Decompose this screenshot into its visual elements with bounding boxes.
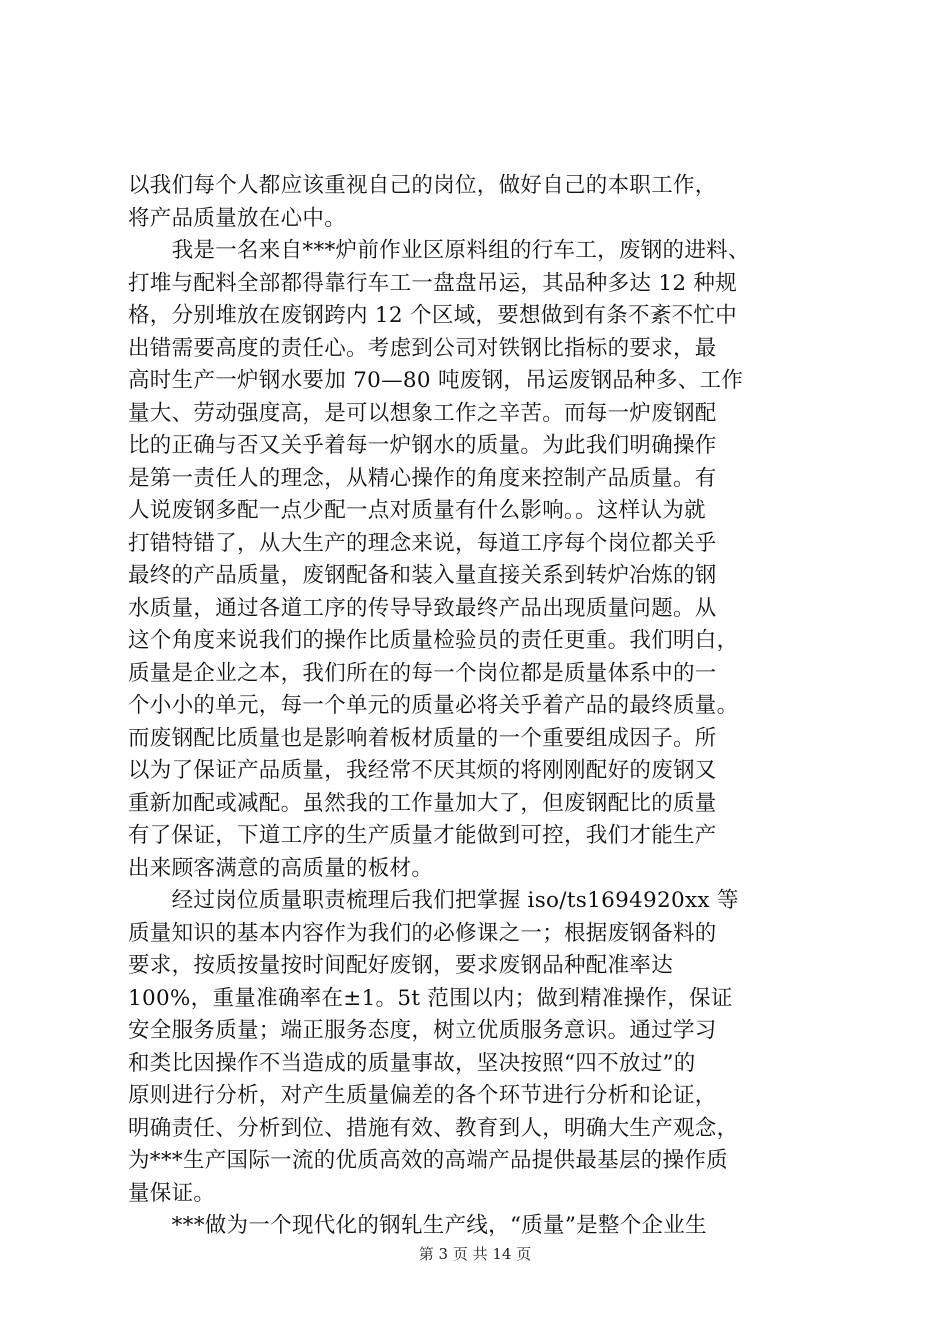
text-line: 为***生产国际一流的优质高效的高端产品提供最基层的操作质 (128, 1148, 728, 1173)
text-line: 质量是企业之本，我们所在的每一个岗位都是质量体系中的一 (128, 660, 717, 686)
text-line: 明确责任、分析到位、措施有效、教育到人，明确大生产观念， (128, 1115, 739, 1141)
text-line: 质量知识的基本内容作为我们的必修课之一；根据废钢备料的 (128, 920, 717, 946)
text-line: 以为了保证产品质量，我经常不厌其烦的将刚刚配好的废钢又 (128, 758, 717, 783)
text-line: 出来顾客满意的高质量的板材。 (128, 855, 434, 881)
page-number-footer: 第 3 页 共 14 页 (418, 1245, 532, 1263)
text-line: 我是一名来自***炉前作业区原料组的行车工，废钢的进料、 (128, 238, 750, 263)
text-line: 人说废钢多配一点少配一点对质量有什么影响。。这样认为就 (128, 498, 706, 523)
text-line: 将产品质量放在心中。 (128, 205, 347, 231)
text-line: 这个角度来说我们的操作比质量检验员的责任更重。我们明白， (128, 628, 739, 653)
text-line: 出错需要高度的责任心。考虑到公司对铁钢比指标的要求，最 (128, 335, 717, 361)
text-line: 个小小的单元，每一个单元的质量必将关乎着产品的最终质量。 (128, 693, 739, 718)
text-line: 100%，重量准确率在±1。5t 范围以内；做到精准操作，保证 (128, 985, 733, 1011)
text-line: ***做为一个现代化的钢轧生产线，“质量”是整个企业生 (128, 1213, 707, 1238)
text-line: 比的正确与否又关乎着每一炉钢水的质量。为此我们明确操作 (128, 433, 717, 458)
text-line: 是第一责任人的理念，从精心操作的角度来控制产品质量。有 (128, 465, 717, 491)
text-line: 以我们每个人都应该重视自己的岗位，做好自己的本职工作， (128, 173, 717, 198)
text-line: 打堆与配料全部都得靠行车工一盘盘吊运，其品种多达 12 种规 (128, 270, 738, 296)
text-line: 和类比因操作不当造成的质量事故，坚决按照“四不放过”的 (128, 1050, 696, 1076)
text-line: 量保证。 (128, 1180, 216, 1206)
text-line: 要求，按质按量按时间配好废钢，要求废钢品种配准率达 (128, 953, 674, 978)
text-line: 格，分别堆放在废钢跨内 12 个区域，要想做到有条不紊不忙中 (128, 303, 738, 328)
document-body (128, 170, 836, 1243)
text-line: 打错特错了，从大生产的理念来说，每道工序每个岗位都关乎 (128, 530, 717, 556)
text-line: 有了保证，下道工序的生产质量才能做到可控，我们才能生产 (128, 823, 717, 848)
text-line: 最终的产品质量，废钢配备和装入量直接关系到转炉冶炼的钢 (128, 563, 717, 588)
text-line: 原则进行分析，对产生质量偏差的各个环节进行分析和论证， (128, 1083, 717, 1108)
text-line: 经过岗位质量职责梳理后我们把掌握 iso/ts1694920xx 等 (128, 888, 739, 913)
text-line: 安全服务质量；端正服务态度，树立优质服务意识。通过学习 (128, 1018, 717, 1043)
text-line: 水质量，通过各道工序的传导导致最终产品出现质量问题。从 (128, 595, 717, 621)
text-line: 高时生产一炉钢水要加 70—80 吨废钢，吊运废钢品种多、工作 (128, 368, 744, 393)
text-line: 量大、劳动强度高，是可以想象工作之辛苦。而每一炉废钢配 (128, 400, 717, 426)
text-line: 重新加配或减配。虽然我的工作量加大了，但废钢配比的质量 (128, 790, 717, 816)
text-line: 而废钢配比质量也是影响着板材质量的一个重要组成因子。所 (128, 725, 717, 751)
